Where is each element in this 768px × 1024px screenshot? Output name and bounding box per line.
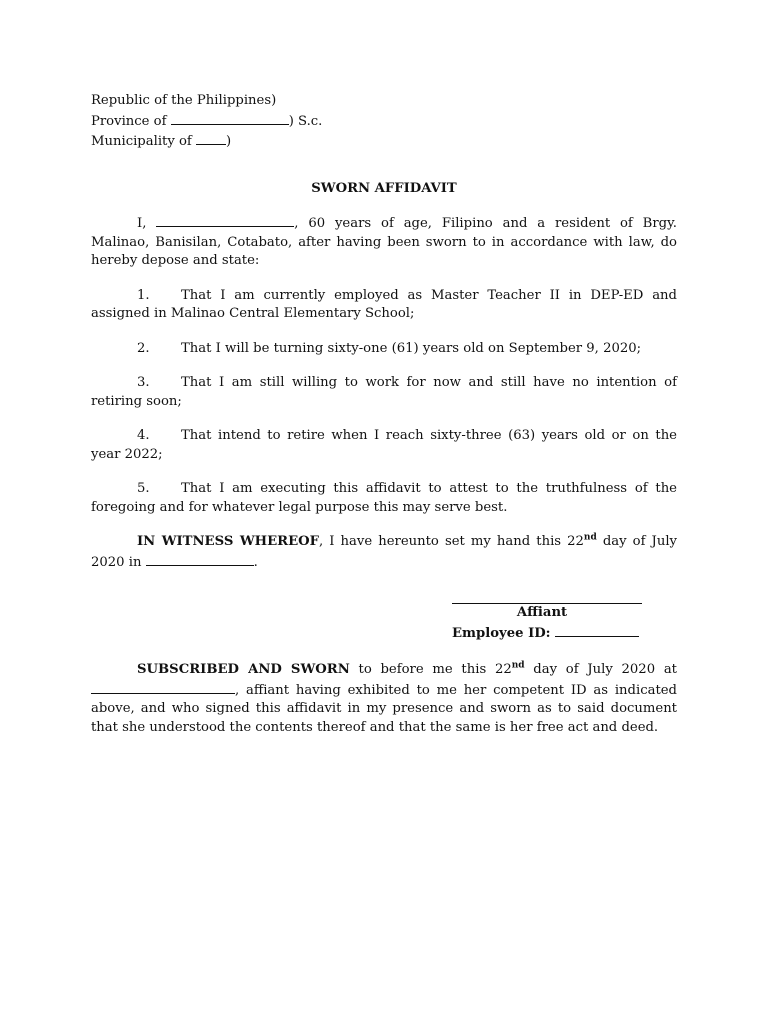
item-number: 2. [137, 340, 150, 356]
item-number: 1. [137, 287, 150, 303]
list-item [91, 287, 677, 324]
province-blank [171, 111, 289, 125]
intro-paragraph [91, 213, 677, 271]
header-republic [91, 92, 677, 111]
signature-block [452, 603, 652, 643]
witness-text: , I have hereunto set my hand this 22 [319, 534, 584, 549]
intro-prefix: I, [137, 216, 157, 231]
employee-id-line [452, 623, 652, 644]
witness-heading: IN WITNESS WHEREOF [137, 534, 320, 549]
item-number: 5. [137, 481, 150, 496]
municipality-blank [196, 131, 226, 145]
subscribed-ordinal: nd [511, 660, 525, 671]
item-text: That intend to retire when I reach sixty-three (63) years old or on the year 2022; [91, 428, 677, 462]
subscribed-heading: SUBSCRIBED AND SWORN [137, 662, 350, 677]
item-text: That I am executing this affidavit to attest to the truthfulness of the foregoing and for whatever legal purpose this may serve best. [91, 481, 677, 515]
subscribed-place-blank [91, 680, 235, 694]
subscribed-paragraph [91, 661, 677, 737]
header-municipality-suffix: ) [226, 134, 232, 149]
subscribed-block [91, 661, 677, 753]
list-item [91, 340, 677, 359]
document-title: SWORN AFFIDAVIT [311, 180, 457, 196]
list-item [91, 427, 677, 464]
employee-id-colon: : [545, 625, 556, 641]
affiant-name-blank [156, 213, 294, 227]
witness-paragraph [91, 533, 677, 572]
item-text: That I am currently employed as Master Teacher II in DEP-ED and assigned in Malinao Central Elementary School; [91, 287, 677, 321]
list-item [91, 480, 677, 517]
witness-period: . [253, 554, 258, 570]
employee-id-label: Employee ID [452, 625, 546, 641]
header-municipality-label: Municipality of [91, 134, 197, 149]
subscribed-text: to before me this 22 [349, 662, 512, 677]
employee-id-blank [555, 623, 639, 637]
witness-ordinal: nd [583, 532, 597, 543]
header-province [91, 111, 677, 132]
header-municipality [91, 131, 677, 152]
item-number: 3. [137, 375, 150, 390]
subscribed-text-2: day of July 2020 at [524, 662, 677, 677]
header-province-label: Province of [91, 113, 171, 129]
item-text: That I will be turning sixty-one (61) years old on September 9, 2020; [181, 340, 642, 356]
witness-text-2: day of July 2020 in [91, 534, 678, 570]
affiant-label: Affiant [516, 605, 568, 620]
header-province-suffix: ) S.c. [288, 113, 323, 129]
subscribed-text-3: , affiant having exhibited to me her competent ID as indicated above, and who signed this affidavit in my presence and sworn as to said document that she understood the contents thereof and that the same is her free act and deed. [91, 682, 677, 735]
affidavit-body [91, 92, 677, 588]
header-republic-text: Republic of the Philippines) [91, 93, 277, 108]
item-text: That I am still willing to work for now and still have no intention of retiring soon; [91, 375, 677, 409]
item-number: 4. [137, 428, 150, 443]
intro-text: , 60 years of age, Filipino and a resident of Brgy. Malinao, Banisilan, Cotabato, after having been sworn to in accordance with law, do hereby depose and state: [91, 216, 677, 268]
witness-place-blank [146, 552, 254, 566]
list-item [91, 374, 677, 411]
